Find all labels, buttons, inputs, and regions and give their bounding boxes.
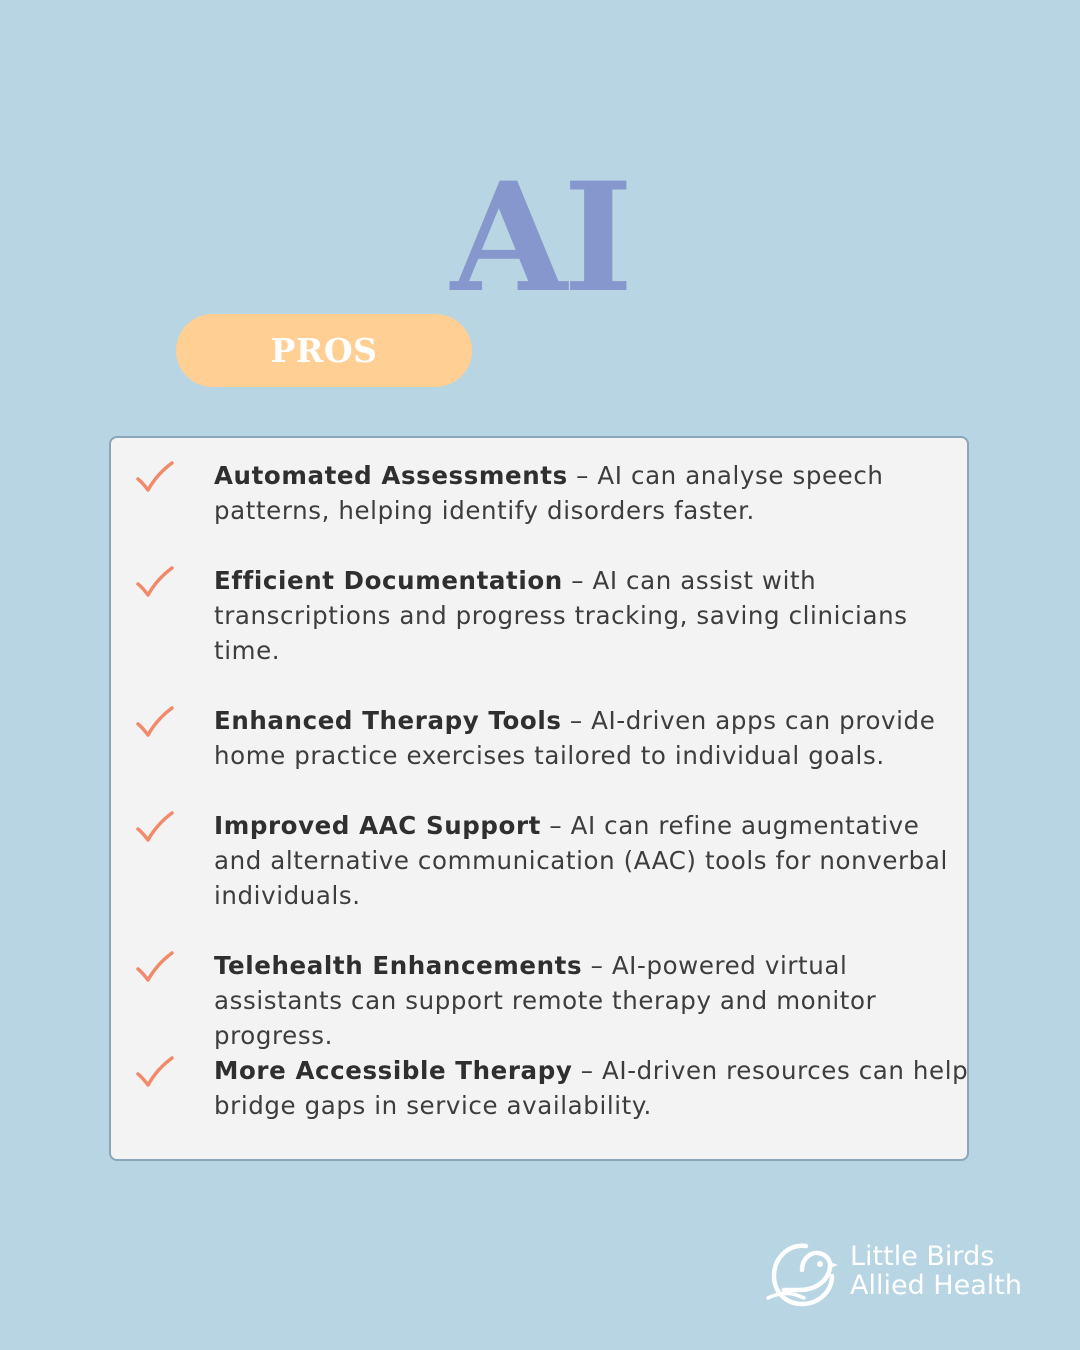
pros-card bbox=[109, 436, 969, 1161]
list-item-text bbox=[214, 808, 974, 913]
brand-logo bbox=[766, 1240, 1056, 1310]
page-title: AI bbox=[450, 150, 630, 326]
list-item-heading: Efficient Documentation bbox=[214, 566, 563, 595]
brand-name-line-1: Little Birds bbox=[850, 1241, 995, 1272]
bird-logo-icon bbox=[766, 1240, 840, 1308]
list-item-text bbox=[214, 1053, 974, 1123]
list-item-text bbox=[214, 563, 974, 668]
checkmark-icon bbox=[135, 950, 175, 986]
list-item-heading: Automated Assessments bbox=[214, 461, 568, 490]
checkmark-icon bbox=[135, 565, 175, 601]
list-item-body: – AI can assist with transcriptions and progress tracking, saving clinicians time. bbox=[214, 566, 908, 665]
list-item-text bbox=[214, 703, 974, 773]
list-item-heading: More Accessible Therapy bbox=[214, 1056, 573, 1085]
list-item-heading: Telehealth Enhancements bbox=[214, 951, 583, 980]
list-item-body: – AI-powered virtual assistants can support remote therapy and monitor progress. bbox=[214, 951, 877, 1050]
list-item-body: – AI-driven apps can provide home practice exercises tailored to individual goals. bbox=[214, 706, 936, 770]
checkmark-icon bbox=[135, 810, 175, 846]
list-item-text bbox=[214, 458, 974, 528]
pros-badge: PROS bbox=[176, 314, 472, 387]
list-item-heading: Improved AAC Support bbox=[214, 811, 541, 840]
list-item-text bbox=[214, 948, 974, 1053]
brand-name-line-2: Allied Health bbox=[850, 1270, 1022, 1301]
brand-name bbox=[850, 1242, 1022, 1300]
list-item-heading: Enhanced Therapy Tools bbox=[214, 706, 562, 735]
list-item-body: – AI-driven resources can help bridge gaps in service availability. bbox=[214, 1056, 969, 1120]
checkmark-icon bbox=[135, 460, 175, 496]
list-item-body: – AI can refine augmentative and alternative communication (AAC) tools for nonverbal individuals. bbox=[214, 811, 948, 910]
checkmark-icon bbox=[135, 1055, 175, 1091]
checkmark-icon bbox=[135, 705, 175, 741]
list-item-body: – AI can analyse speech patterns, helping identify disorders faster. bbox=[214, 461, 884, 525]
